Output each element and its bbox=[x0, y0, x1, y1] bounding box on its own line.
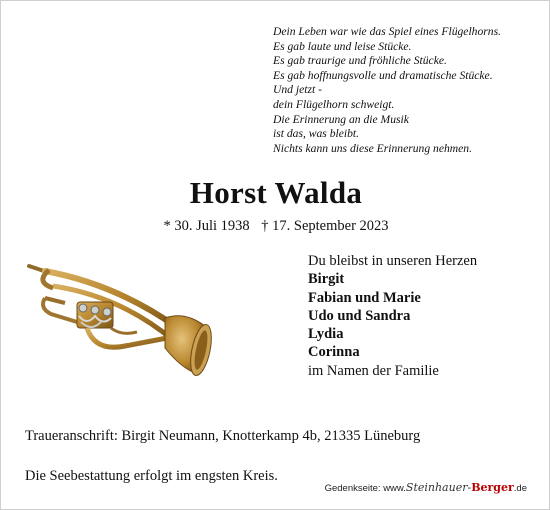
family-member: Fabian und Marie bbox=[308, 289, 421, 306]
family-member: Udo und Sandra bbox=[308, 307, 411, 324]
brand-separator: - bbox=[467, 481, 472, 494]
poem-line: Nichts kann uns diese Erinnerung nehmen. bbox=[273, 141, 472, 155]
memorial-page-link[interactable] bbox=[325, 481, 527, 494]
deceased-name: Horst Walda bbox=[189, 175, 363, 210]
flugelhorn-illustration bbox=[25, 256, 215, 386]
life-dates bbox=[1, 218, 550, 235]
poem-line: Die Erinnerung an die Musik bbox=[273, 112, 409, 126]
death-date: † 17. September 2023 bbox=[261, 218, 389, 234]
family-outro: im Namen der Familie bbox=[308, 362, 439, 379]
poem-line: Es gab laute und leise Stücke. bbox=[273, 39, 412, 53]
portal-brand bbox=[406, 481, 514, 494]
poem-line: Es gab hoffnungsvolle und dramatische Stücke. bbox=[273, 68, 493, 82]
family-member: Corinna bbox=[308, 344, 360, 361]
family-intro: Du bleibst in unseren Herzen bbox=[308, 253, 478, 269]
poem-line: Und jetzt - bbox=[273, 83, 322, 97]
poem-line: dein Flügelhorn schweigt. bbox=[273, 97, 395, 111]
portal-suffix: .de bbox=[513, 483, 527, 494]
birth-date: * 30. Juli 1938 bbox=[163, 218, 250, 234]
family-member: Lydia bbox=[308, 326, 344, 343]
portal-label: Gedenkseite: www. bbox=[324, 483, 406, 494]
brand-part-a: Steinhauer bbox=[405, 481, 468, 494]
poem bbox=[273, 25, 543, 156]
poem-line: Dein Leben war wie das Spiel eines Flügelhorns. bbox=[273, 25, 501, 38]
burial-note: Die Seebestattung erfolgt im engsten Kreis. bbox=[25, 468, 278, 484]
brand-part-b: Berger bbox=[471, 481, 514, 494]
mourning-address: Traueranschrift: Birgit Neumann, Knotterkamp 4b, 21335 Lüneburg bbox=[25, 428, 421, 444]
family-block bbox=[308, 252, 477, 380]
family-member: Birgit bbox=[308, 271, 345, 288]
poem-line: ist das, was bleibt. bbox=[273, 127, 359, 141]
poem-line: Es gab traurige und fröhliche Stücke. bbox=[273, 54, 447, 68]
